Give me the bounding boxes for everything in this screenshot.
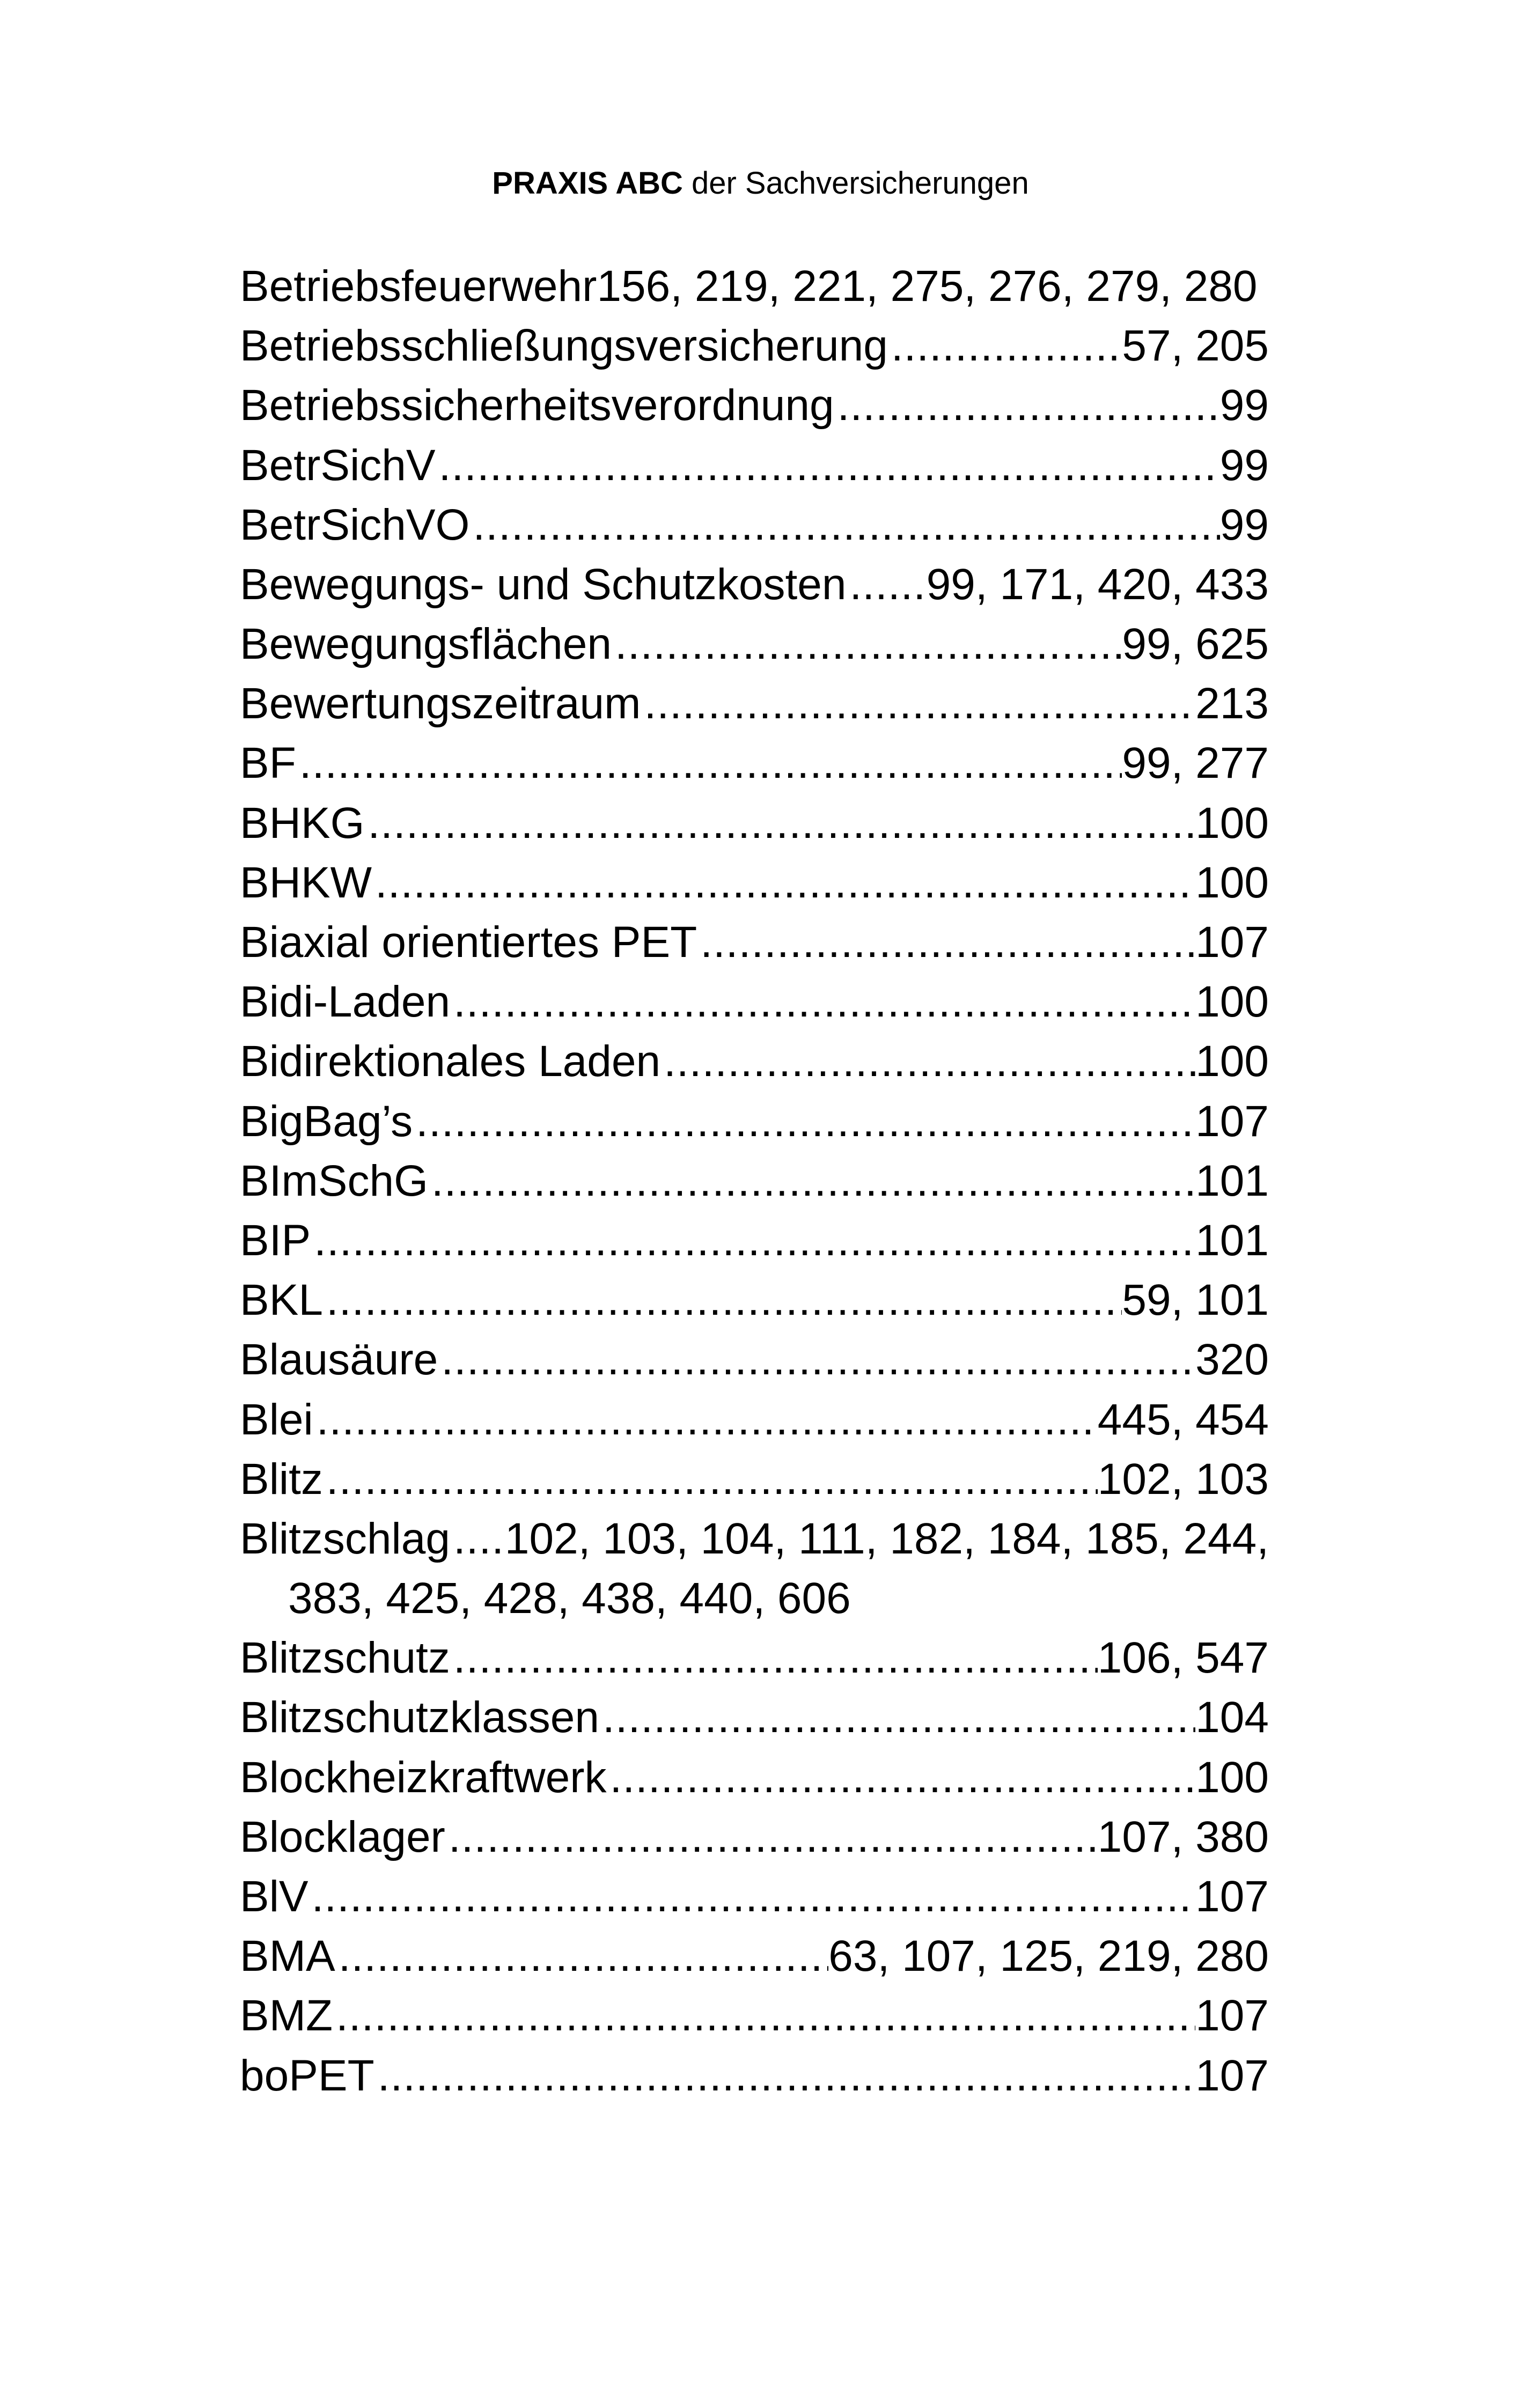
index-page-numbers: 101 <box>1195 1216 1269 1265</box>
index-entry <box>240 614 1269 674</box>
index-term: BetrSichV <box>240 440 436 490</box>
index-term: Blockheizkraftwerk <box>240 1752 607 1802</box>
index-entry <box>240 1748 1269 1807</box>
index-term: BMA <box>240 1932 335 1981</box>
index-term: Bewertungszeitraum <box>240 679 641 728</box>
index-term: Blitzschlag <box>240 1514 450 1563</box>
index-page-numbers: 107 <box>1195 2051 1269 2100</box>
index-page-numbers: 102, 103 <box>1097 1454 1269 1504</box>
index-page-numbers: 102, 103, 104, 111, 182, 184, 185, 244, <box>504 1514 1269 1563</box>
index-term: Blitzschutzklassen <box>240 1693 599 1742</box>
index-page-numbers: 99, 277 <box>1122 739 1269 788</box>
index-page-numbers: 99 <box>1219 500 1269 549</box>
index-entry <box>240 1092 1269 1151</box>
index-page-numbers: 156, 219, 221, 275, 276, 279, 280 <box>597 261 1258 311</box>
dot-leader <box>641 674 1195 733</box>
index-term: Blausäure <box>240 1335 438 1385</box>
index-entry <box>240 1867 1269 1926</box>
index-entry <box>240 853 1269 912</box>
index-term: BF <box>240 739 296 788</box>
running-header-title-rest: der Sachversicherungen <box>691 166 1029 201</box>
index-entry <box>240 2046 1269 2105</box>
index-entry <box>240 674 1269 733</box>
index-entry <box>240 1032 1269 1091</box>
index-page-numbers: 106, 547 <box>1097 1633 1269 1683</box>
index-term: BHKG <box>240 798 365 848</box>
index-page-numbers: 107 <box>1195 918 1269 967</box>
running-header-title-bold: PRAXIS ABC <box>492 166 683 201</box>
index-term: BetrSichVO <box>240 500 470 549</box>
index-page-numbers: 57, 205 <box>1122 321 1269 371</box>
index-term: Biaxial orientiertes PET <box>240 918 697 967</box>
index-term: Blei <box>240 1395 313 1444</box>
index-entry <box>240 793 1269 853</box>
index-page-numbers: 100 <box>1195 1037 1269 1086</box>
dot-leader <box>469 495 1219 555</box>
index-page-numbers: 445, 454 <box>1097 1395 1269 1444</box>
index-page-numbers: 99 <box>1219 381 1269 430</box>
index-term: Betriebsfeuerwehr <box>240 261 597 311</box>
index-page-numbers: 100 <box>1195 977 1269 1027</box>
index-term: BigBag’s <box>240 1096 413 1146</box>
dot-leader <box>308 1867 1196 1926</box>
index-page-numbers: 59, 101 <box>1122 1276 1269 1325</box>
dot-leader <box>697 912 1195 972</box>
dot-leader <box>364 793 1195 853</box>
index-page-numbers: 107 <box>1195 1096 1269 1146</box>
index-page-numbers: 107, 380 <box>1097 1812 1269 1861</box>
index-term: Blocklager <box>240 1812 445 1861</box>
index-entry <box>240 1330 1269 1389</box>
index-page-numbers: 100 <box>1195 1752 1269 1802</box>
index-entry <box>240 436 1269 495</box>
index-entry <box>240 972 1269 1032</box>
index-entry <box>240 1211 1269 1270</box>
dot-leader <box>372 853 1195 912</box>
index-entry <box>240 912 1269 972</box>
dot-leader <box>450 972 1195 1032</box>
index-entry <box>240 1449 1269 1509</box>
index-entry <box>240 1926 1269 1986</box>
index-entry-continuation <box>240 1568 1269 1628</box>
index-term: BImSchG <box>240 1156 428 1205</box>
index-page-numbers: 99 <box>1219 440 1269 490</box>
index-entry <box>240 1807 1269 1867</box>
dot-leader <box>323 1449 1098 1509</box>
dot-leader <box>888 316 1122 375</box>
index-entry <box>240 316 1269 375</box>
index-term: Blitz <box>240 1454 323 1504</box>
index-term: BIP <box>240 1216 311 1265</box>
index-page-numbers: 100 <box>1195 858 1269 907</box>
index-page-numbers: 320 <box>1195 1335 1269 1385</box>
index-page-numbers: 107 <box>1195 1872 1269 1921</box>
index-page-numbers: 107 <box>1195 1991 1269 2041</box>
dot-leader <box>311 1211 1195 1270</box>
index-entry <box>240 1270 1269 1330</box>
index-term: Bewegungs- und Schutzkosten <box>240 559 847 609</box>
index-page-numbers: 99, 171, 420, 433 <box>926 559 1269 609</box>
dot-leader <box>445 1807 1098 1867</box>
index-entry <box>240 1151 1269 1211</box>
dot-leader <box>374 2046 1195 2105</box>
dot-leader <box>660 1032 1195 1091</box>
index-term: boPET <box>240 2051 374 2100</box>
index-entry <box>240 375 1269 435</box>
index-page-numbers: 63, 107, 125, 219, 280 <box>828 1932 1269 1981</box>
index-page-numbers-continued: 383, 425, 428, 438, 440, 606 <box>288 1574 851 1623</box>
dot-leader <box>313 1390 1098 1449</box>
index-entry <box>240 1688 1269 1748</box>
dot-leader <box>450 1509 505 1568</box>
dot-leader <box>335 1926 829 1986</box>
index-term: BHKW <box>240 858 372 907</box>
index-term: Betriebsschließungsversicherung <box>240 321 888 371</box>
index-entry <box>240 734 1269 793</box>
index-list <box>240 256 1269 2105</box>
index-term: BKL <box>240 1276 323 1325</box>
index-page-numbers: 101 <box>1195 1156 1269 1205</box>
dot-leader <box>436 436 1220 495</box>
index-entry <box>240 1986 1269 2045</box>
index-entry <box>240 555 1269 614</box>
index-entry <box>240 1390 1269 1449</box>
dot-leader <box>450 1628 1098 1688</box>
dot-leader <box>323 1270 1122 1330</box>
dot-leader <box>438 1330 1195 1389</box>
dot-leader <box>834 375 1220 435</box>
index-term: BlV <box>240 1872 308 1921</box>
index-term: Blitzschutz <box>240 1633 450 1683</box>
index-page-numbers: 99, 625 <box>1122 620 1269 669</box>
index-term: Bewegungsflächen <box>240 620 612 669</box>
running-header <box>0 162 1521 205</box>
index-entry <box>240 1509 1269 1568</box>
index-entry <box>240 256 1269 316</box>
index-page-numbers: 104 <box>1195 1693 1269 1742</box>
index-entry <box>240 495 1269 555</box>
index-page-numbers: 100 <box>1195 798 1269 848</box>
dot-leader <box>847 555 927 614</box>
dot-leader <box>428 1151 1195 1211</box>
index-page-numbers: 213 <box>1195 679 1269 728</box>
dot-leader <box>612 614 1122 674</box>
dot-leader <box>413 1092 1195 1151</box>
index-term: Bidirektionales Laden <box>240 1037 661 1086</box>
dot-leader <box>333 1986 1195 2045</box>
dot-leader <box>296 734 1122 793</box>
index-entry <box>240 1628 1269 1688</box>
index-term: Bidi-Laden <box>240 977 451 1027</box>
dot-leader <box>607 1748 1196 1807</box>
index-term: Betriebssicherheitsverordnung <box>240 381 834 430</box>
index-term: BMZ <box>240 1991 333 2041</box>
dot-leader <box>599 1688 1195 1748</box>
